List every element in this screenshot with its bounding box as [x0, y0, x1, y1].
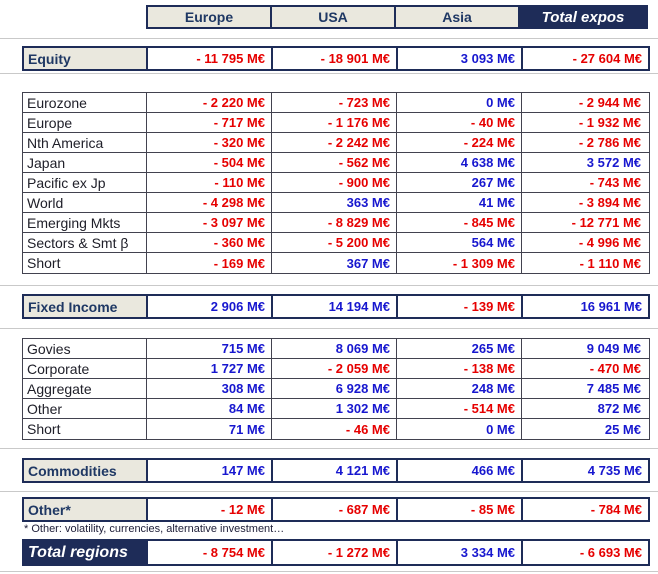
row-nth-america [23, 133, 649, 153]
column-header-row [146, 5, 648, 29]
value-cell: - 6 693 M€ [523, 541, 648, 564]
value-cell: 715 M€ [147, 339, 272, 358]
value-cell: - 514 M€ [397, 399, 522, 418]
value-cell: - 900 M€ [272, 173, 397, 192]
value-cell: 2 906 M€ [148, 296, 273, 317]
value-cell: - 562 M€ [272, 153, 397, 172]
row-label: Eurozone [23, 93, 147, 112]
separator-line [0, 571, 658, 572]
row-label: Corporate [23, 359, 147, 378]
value-cell: - 139 M€ [398, 296, 523, 317]
value-cell: 0 M€ [397, 419, 522, 439]
section-label: Fixed Income [24, 296, 148, 317]
value-cell: - 8 829 M€ [272, 213, 397, 232]
value-cell: - 3 894 M€ [522, 193, 647, 212]
value-cell: - 4 996 M€ [522, 233, 647, 252]
value-cell: - 3 097 M€ [147, 213, 272, 232]
section-label: Total regions [24, 541, 148, 564]
value-cell: 25 M€ [522, 419, 647, 439]
row-label: Japan [23, 153, 147, 172]
value-cell: - 85 M€ [398, 499, 523, 520]
value-cell: 265 M€ [397, 339, 522, 358]
row-label: Pacific ex Jp [23, 173, 147, 192]
value-cell: - 1 272 M€ [273, 541, 398, 564]
value-cell: - 5 200 M€ [272, 233, 397, 252]
value-cell: - 12 771 M€ [522, 213, 647, 232]
equity-detail-table [22, 92, 650, 274]
section-label: Other* [24, 499, 148, 520]
fixed-income-detail-table [22, 338, 650, 440]
fixed-income-section-row [22, 294, 650, 319]
value-cell: 1 302 M€ [272, 399, 397, 418]
value-cell: 4 121 M€ [273, 460, 398, 481]
value-cell: - 1 110 M€ [522, 253, 647, 273]
row-label: Sectors & Smt β [23, 233, 147, 252]
value-cell: - 2 242 M€ [272, 133, 397, 152]
separator-line [0, 285, 658, 286]
value-cell: 267 M€ [397, 173, 522, 192]
value-cell: - 110 M€ [147, 173, 272, 192]
value-cell: 8 069 M€ [272, 339, 397, 358]
value-cell: - 18 901 M€ [273, 48, 398, 69]
value-cell: - 2 944 M€ [522, 93, 647, 112]
value-cell: 3 334 M€ [398, 541, 523, 564]
value-cell: - 784 M€ [523, 499, 648, 520]
row-eurozone [23, 93, 649, 113]
other-section-row [22, 497, 650, 522]
value-cell: - 40 M€ [397, 113, 522, 132]
equity-section-row [22, 46, 650, 71]
row-aggregate [23, 379, 649, 399]
value-cell: - 717 M€ [147, 113, 272, 132]
value-cell: 248 M€ [397, 379, 522, 398]
value-cell: - 224 M€ [397, 133, 522, 152]
separator-line [0, 38, 658, 39]
value-cell: 363 M€ [272, 193, 397, 212]
value-cell: 4 735 M€ [523, 460, 648, 481]
row-corporate [23, 359, 649, 379]
value-cell: - 169 M€ [147, 253, 272, 273]
value-cell: 872 M€ [522, 399, 647, 418]
row-short-fixed-income [23, 419, 649, 439]
value-cell: 6 928 M€ [272, 379, 397, 398]
value-cell: - 46 M€ [272, 419, 397, 439]
value-cell: - 1 932 M€ [522, 113, 647, 132]
separator-line [0, 491, 658, 492]
value-cell: - 11 795 M€ [148, 48, 273, 69]
value-cell: 3 572 M€ [522, 153, 647, 172]
row-label: Nth America [23, 133, 147, 152]
commodities-section-row [22, 458, 650, 483]
section-label: Equity [24, 48, 148, 69]
row-govies [23, 339, 649, 359]
total-regions-row [22, 539, 650, 566]
column-header-total-expos: Total expos [520, 7, 646, 27]
value-cell: 71 M€ [147, 419, 272, 439]
value-cell: - 504 M€ [147, 153, 272, 172]
value-cell: - 2 059 M€ [272, 359, 397, 378]
value-cell: 1 727 M€ [147, 359, 272, 378]
value-cell: 466 M€ [398, 460, 523, 481]
value-cell: 16 961 M€ [523, 296, 648, 317]
row-label: Other [23, 399, 147, 418]
row-pacific-ex-jp [23, 173, 649, 193]
value-cell: - 27 604 M€ [523, 48, 648, 69]
row-label: Aggregate [23, 379, 147, 398]
separator-line [0, 328, 658, 329]
value-cell: 41 M€ [397, 193, 522, 212]
value-cell: - 687 M€ [273, 499, 398, 520]
value-cell: 14 194 M€ [273, 296, 398, 317]
value-cell: 367 M€ [272, 253, 397, 273]
row-emerging-mkts [23, 213, 649, 233]
value-cell: 147 M€ [148, 460, 273, 481]
row-short-equity [23, 253, 649, 273]
row-sectors-smart-beta [23, 233, 649, 253]
separator-line [0, 448, 658, 449]
value-cell: - 12 M€ [148, 499, 273, 520]
value-cell: 308 M€ [147, 379, 272, 398]
value-cell: - 138 M€ [397, 359, 522, 378]
value-cell: 4 638 M€ [397, 153, 522, 172]
column-header-europe: Europe [148, 7, 272, 27]
value-cell: 9 049 M€ [522, 339, 647, 358]
row-label: Short [23, 419, 147, 439]
row-japan [23, 153, 649, 173]
value-cell: 84 M€ [147, 399, 272, 418]
row-label: Europe [23, 113, 147, 132]
column-header-asia: Asia [396, 7, 520, 27]
column-header-usa: USA [272, 7, 396, 27]
row-world [23, 193, 649, 213]
value-cell: - 8 754 M€ [148, 541, 273, 564]
row-other-fixed-income [23, 399, 649, 419]
footnote: * Other: volatility, currencies, alternative investment… [24, 523, 285, 535]
row-label: Govies [23, 339, 147, 358]
section-label: Commodities [24, 460, 148, 481]
value-cell: 3 093 M€ [398, 48, 523, 69]
row-label: Emerging Mkts [23, 213, 147, 232]
value-cell: - 743 M€ [522, 173, 647, 192]
value-cell: - 360 M€ [147, 233, 272, 252]
value-cell: - 2 220 M€ [147, 93, 272, 112]
value-cell: 0 M€ [397, 93, 522, 112]
value-cell: - 2 786 M€ [522, 133, 647, 152]
value-cell: 7 485 M€ [522, 379, 647, 398]
value-cell: - 4 298 M€ [147, 193, 272, 212]
row-europe [23, 113, 649, 133]
value-cell: - 723 M€ [272, 93, 397, 112]
value-cell: - 845 M€ [397, 213, 522, 232]
value-cell: - 320 M€ [147, 133, 272, 152]
value-cell: 564 M€ [397, 233, 522, 252]
value-cell: - 470 M€ [522, 359, 647, 378]
value-cell: - 1 176 M€ [272, 113, 397, 132]
value-cell: - 1 309 M€ [397, 253, 522, 273]
row-label: World [23, 193, 147, 212]
separator-line [0, 73, 658, 74]
row-label: Short [23, 253, 147, 273]
